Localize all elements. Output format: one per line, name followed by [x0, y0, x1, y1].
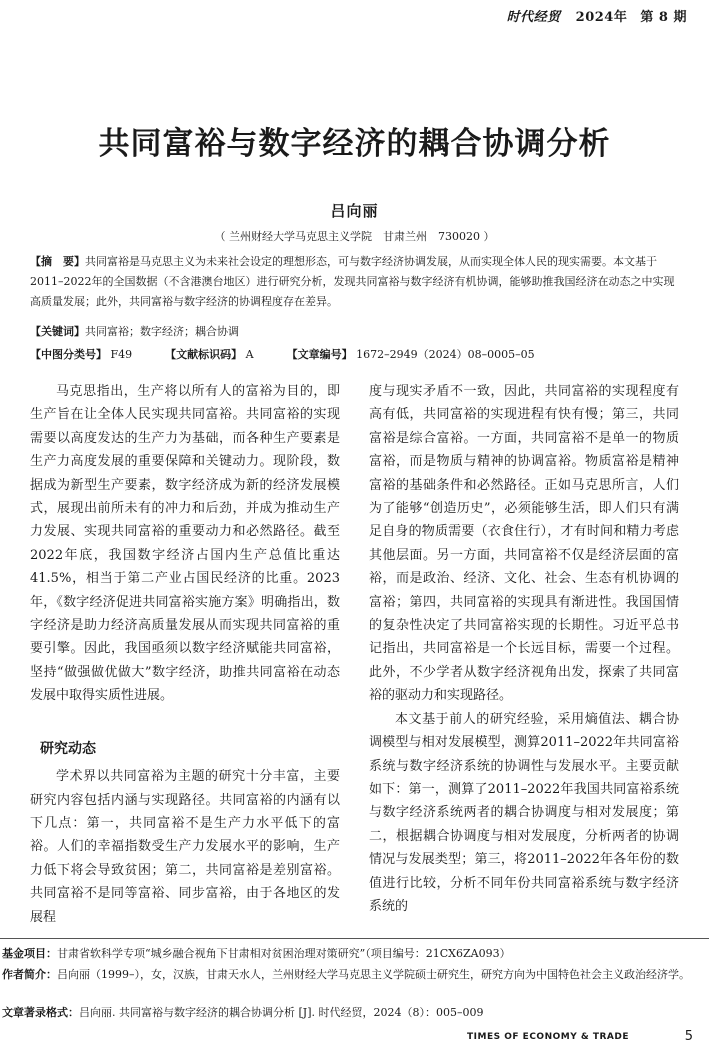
article-number-label: 【文章编号】 — [286, 348, 353, 361]
issue-year: 2024年 — [575, 10, 628, 25]
citation-note — [0, 1004, 692, 1021]
article-title: 共同富裕与数字经济的耦合协调分析 — [98, 126, 611, 162]
funding-text: 甘肃省软科学专项“城乡融合视角下甘肃相对贫困治理对策研究”（项目编号：21CX6ZA093） — [57, 947, 511, 960]
clc-value: F49 — [110, 348, 133, 361]
keywords-label: 【关键词】 — [30, 325, 85, 338]
funding-label: 基金项目： — [2, 947, 57, 960]
footnote-divider — [0, 938, 709, 939]
body-paragraph: 马克思指出，生产将以所有人的富裕为目的，即生产旨在让全体人民实现共同富裕。共同富裕的实现需要以高度发达的生产力为基础，而各种生产要素是生产力高度发展的重要保障和关键动力。现阶段，数据成为新型生产要素，数字经济成为新的经济发展模式，展现出前所未有的冲力和后劲，并成为推动生产力发展、实现共同富裕的重要动力和必然路径。截至2022年底，我国数字经济占国内生产总值比重达41.5%，相当于第二产业占国民经济的比重。2023年，《数字经济促进共同富裕实施方案》明确指出，数字经济是助力经济高质量发展从而实现共同富裕的重要引擎。因此，我国亟须以数字经济赋能共同富裕，坚持“做强做优做大”数字经济，助推共同富裕在动态发展中取得实质性进展。 — [30, 384, 340, 704]
abstract — [30, 252, 682, 312]
footer-journal-name: TIMES OF ECONOMY & TRADE — [467, 1032, 629, 1042]
citation-label: 文章著录格式： — [2, 1006, 79, 1019]
keywords — [30, 322, 682, 342]
body-paragraph: 学术界以共同富裕为主题的研究十分丰富，主要研究内容包括内涵与实现路径。共同富裕的内涵有以下几点：第一，共同富裕不是生产力水平低下的富裕。人们的幸福指数受生产力发展水平的影响，生产力低下将会导致贫困；第二，共同富裕是差别富裕。共同富裕不是同等富裕、同步富裕，由于各地区的发展程 — [30, 769, 340, 925]
doc-code-value: A — [245, 348, 254, 361]
classification-row — [30, 345, 682, 365]
author-name: 吕向丽 — [330, 202, 379, 220]
issue-number: 第 8 期 — [640, 10, 687, 25]
article-number-value: 1672–2949（2024）08–0005–05 — [356, 348, 535, 361]
clc-label: 【中图分类号】 — [30, 348, 107, 361]
keywords-text: 共同富裕；数字经济；耦合协调 — [85, 325, 239, 338]
bio-text: 吕向丽（1999–），女，汉族，甘肃天水人，兰州财经大学马克思主义学院硕士研究生，研究方向为中国特色社会主义政治经济学。 — [57, 968, 690, 981]
body-paragraph: 度与现实矛盾不一致，因此，共同富裕的实现程度有高有低，共同富裕的实现进程有快有慢；第三，共同富裕是综合富裕。一方面，共同富裕不是单一的物质富裕，而是物质与精神的协调富裕。物质富裕是精神富裕的基础条件和必然路径。正如马克思所言，人们为了能够“创造历史”，必须能够生活，即人们只有满足自身的物质需要（衣食住行），才有时间和精力考虑其他层面。另一方面，共同富裕不仅是经济层面的富裕，而是政治、经济、文化、社会、生态有机协调的富裕；第四，共同富裕的实现具有渐进性。我国国情的复杂性决定了共同富裕实现的长期性。习近平总书记指出，共同富裕是一个长远目标，需要一个过程。此外，不少学者从数字经济视角出发，探索了共同富裕的驱动力和实现路径。 — [369, 384, 679, 704]
author-bio-note — [0, 966, 692, 983]
body-left-column — [30, 380, 340, 929]
doc-code-label: 【文献标识码】 — [165, 348, 243, 361]
bio-label: 作者简介： — [2, 968, 57, 981]
body-right-column — [369, 380, 679, 918]
journal-name: 时代经贸 — [506, 10, 561, 25]
funding-note — [0, 945, 692, 962]
page-number: 5 — [684, 1029, 693, 1044]
body-paragraph: 本文基于前人的研究经验，采用熵值法、耦合协调模型与相对发展模型，测算2011–2022年共同富裕系统与数字经济系统的协调性与发展水平。主要贡献如下：第一，测算了2011–2022年我国共同富裕系统与数字经济系统两者的耦合协调度与相对发展度；第二，根据耦合协调度与相对发展度，分析两者的协调情况与发展类型；第三，将2011–2022年各年份的数值进行比较，分析不同年份共同富裕系统与数字经济系统的 — [369, 711, 679, 914]
abstract-label: 【摘 要】 — [30, 255, 85, 268]
running-header — [507, 6, 687, 25]
citation-text: 吕向丽. 共同富裕与数字经济的耦合协调分析 [J]. 时代经贸，2024（8）：005–009 — [79, 1006, 484, 1019]
abstract-text: 共同富裕是马克思主义为未来社会设定的理想形态，可与数字经济协调发展，从而实现全体人民的现实需要。本文基于2011–2022年的全国数据（不含港澳台地区）进行研究分析，发现共同富裕与数字经济有机协调，能够助推我国经济在动态之中实现高质量发展；此外，共同富裕与数字经济的协调程度存在差异。 — [30, 255, 675, 308]
section-heading: 研究动态 — [40, 740, 96, 757]
author-affiliation: （ 兰州财经大学马克思主义学院 甘肃兰州 730020 ） — [214, 230, 495, 243]
